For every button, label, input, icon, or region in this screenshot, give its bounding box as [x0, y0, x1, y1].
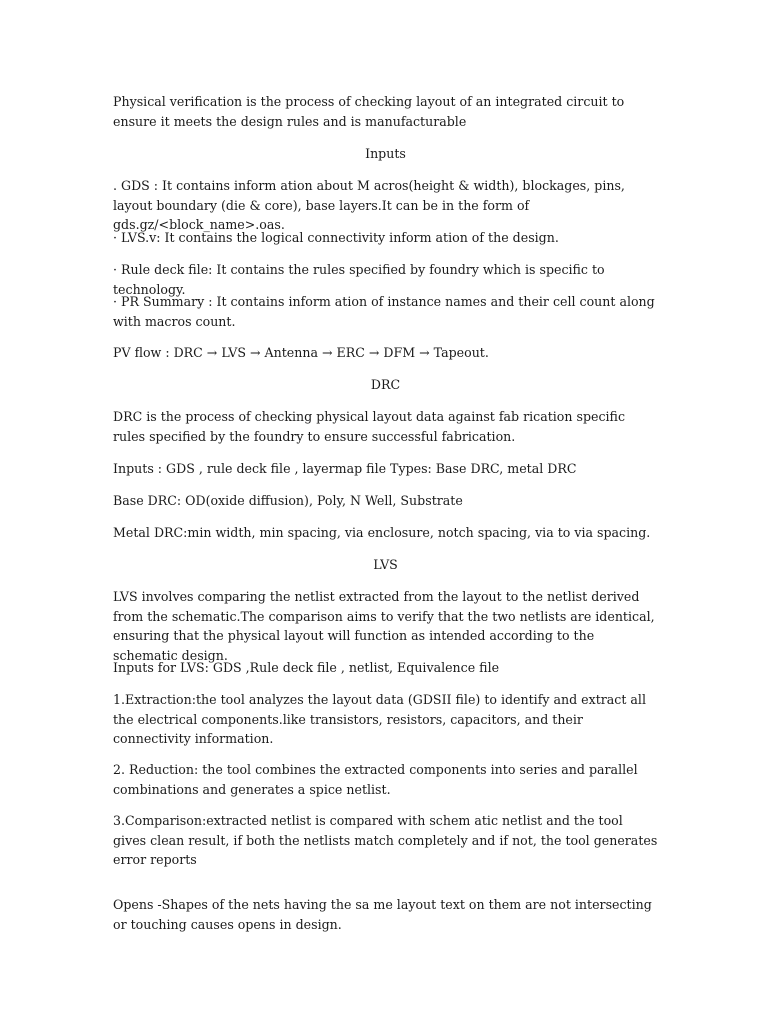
heading-lvs: LVS [373, 557, 398, 572]
base-drc-paragraph: Base DRC: OD(oxide diffusion), Poly, N Well, Substrate [113, 493, 463, 508]
step-extraction-paragraph: 1.Extraction:the tool analyzes the layout data (GDSII file) to identify and extract all the electrical components.like transistors, resistors, capacitors, and their connectivity information. [113, 692, 646, 746]
heading-drc: DRC [370, 377, 401, 392]
step-comparison-paragraph: 3.Comparison:extracted netlist is compared with schem atic netlist and the tool gives clean result, if both the netlists match completely and if not, the tool generates error reports [113, 813, 658, 867]
pv-flow-paragraph: PV flow : DRC → LVS → Antenna → ERC → DFM → Tapeout. [113, 345, 489, 360]
inputs-gds-paragraph: . GDS : It contains inform ation about M acros(height & width), blockages, pins, layout boundary (die & core), base layers.It can be in the form of gds.gz/<block_name>.oas. [113, 178, 625, 232]
heading-inputs: Inputs [365, 146, 406, 161]
inputs-pr-summary-paragraph: · PR Summary : It contains inform ation of instance names and their cell count along with macros count. [113, 294, 655, 329]
drc-inputs-paragraph: Inputs : GDS , rule deck file , layermap file Types: Base DRC, metal DRC [113, 461, 577, 476]
inputs-rule-deck-paragraph: · Rule deck file: It contains the rules specified by foundry which is specific to technology. [113, 262, 605, 297]
step-reduction-paragraph: 2. Reduction: the tool combines the extracted components into series and parallel combinations and generates a spice netlist. [113, 762, 638, 797]
opens-paragraph: Opens -Shapes of the nets having the sa me layout text on them are not intersecting or touching causes opens in design. [113, 897, 652, 932]
drc-description-paragraph: DRC is the process of checking physical layout data against fab rication specific rules specified by the foundry to ensure successful fabrication. [113, 409, 625, 444]
lvs-inputs-paragraph: Inputs for LVS: GDS ,Rule deck file , netlist, Equivalence file [113, 660, 500, 675]
lvs-description-paragraph: LVS involves comparing the netlist extracted from the layout to the netlist derived from the schematic.The comparison aims to verify that the two netlists are identical, ensuring that the physical layout will function as intended according to the schematic design. [113, 589, 655, 663]
inputs-lvs-paragraph: · LVS.v: It contains the logical connectivity inform ation of the design. [113, 230, 559, 245]
metal-drc-paragraph: Metal DRC:min width, min spacing, via enclosure, notch spacing, via to via spacing. [113, 525, 651, 540]
intro-paragraph: Physical verification is the process of checking layout of an integrated circuit to ensure it meets the design rules and is manufacturable [113, 94, 625, 129]
